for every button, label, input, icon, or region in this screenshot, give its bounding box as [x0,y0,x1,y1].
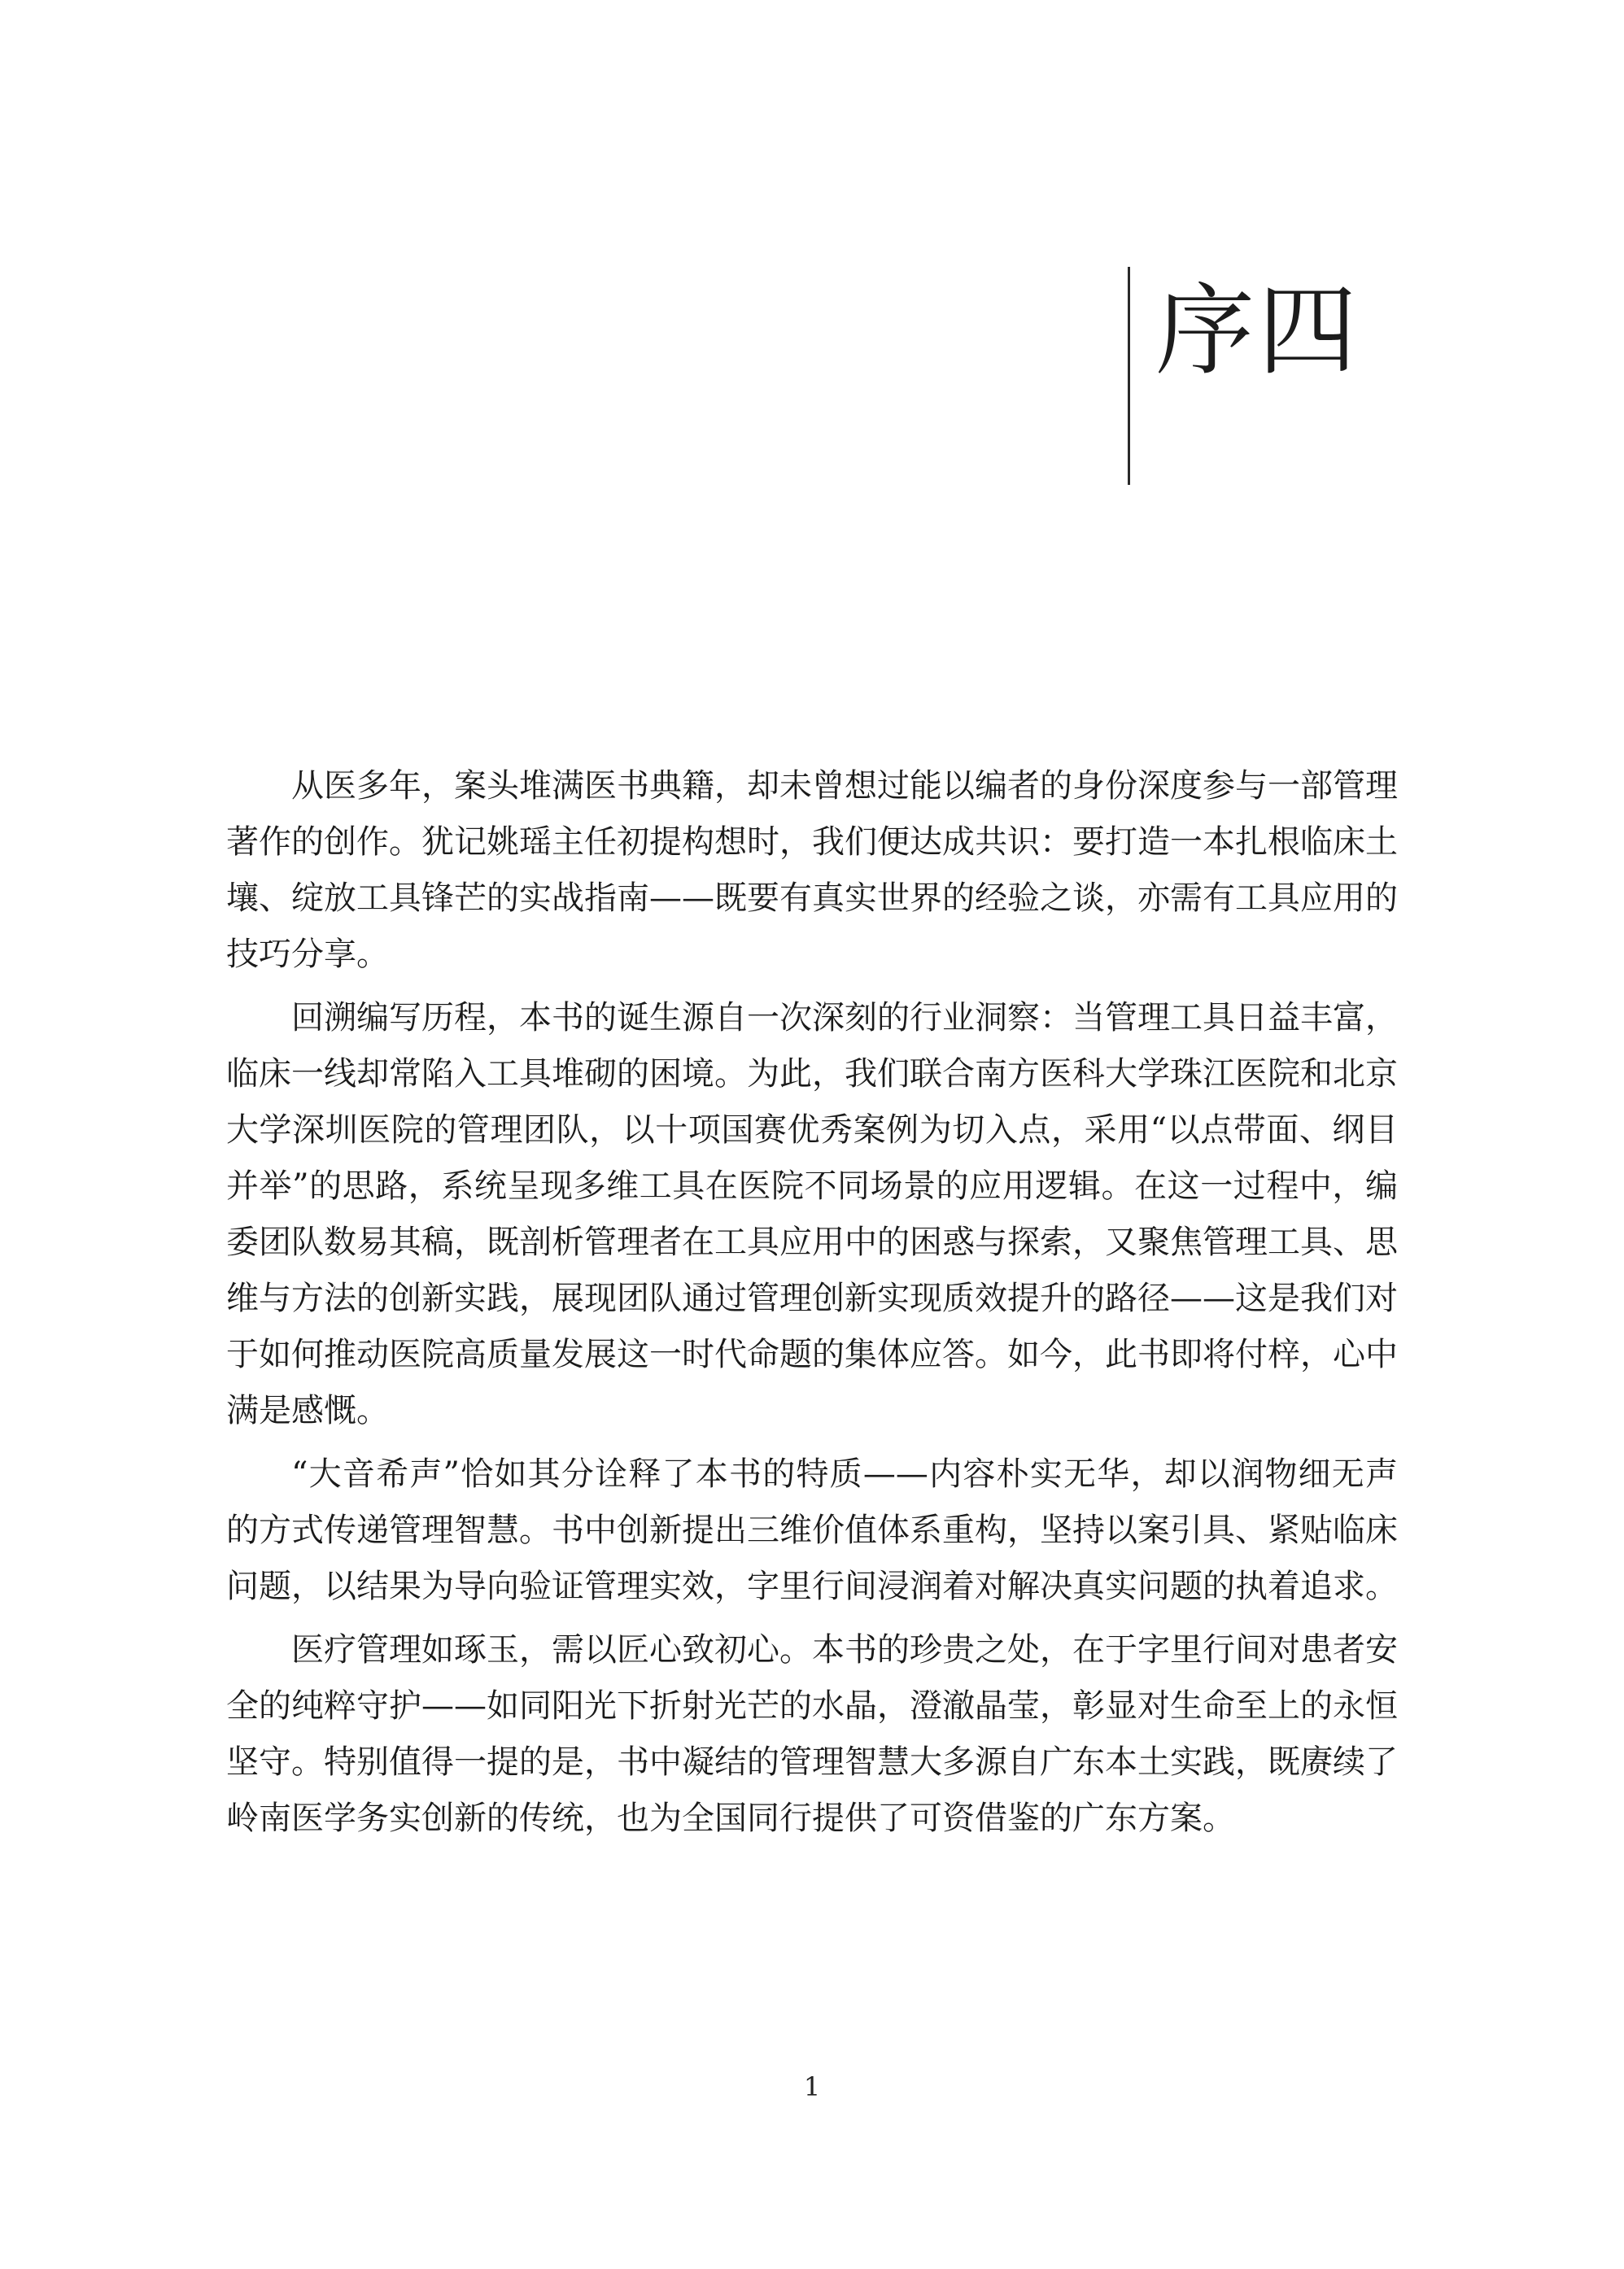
paragraph-4: 医疗管理如琢玉，需以匠心致初心。本书的珍贵之处，在于字里行间对患者安全的纯粹守护——如同阳光下折射光芒的水晶，澄澈晶莹，彰显对生命至上的永恒坚守。特别值得一提的是，书中凝结的管理智慧大多源自广东本土实践，既赓续了岭南医学务实创新的传统，也为全国同行提供了可资借鉴的广东方案。 [226,1631,1398,1837]
page-number: 1 [803,2071,821,2102]
paragraph-2: 回溯编写历程，本书的诞生源自一次深刻的行业洞察：当管理工具日益丰富，临床一线却常陷入工具堆砌的困境。为此，我们联合南方医科大学珠江医院和北京大学深圳医院的管理团队，以十项国赛优秀案例为切入点，采用“以点带面、纲目并举”的思路，系统呈现多维工具在医院不同场景的应用逻辑。在这一过程中，编委团队数易其稿，既剖析管理者在工具应用中的困惑与探索，又聚焦管理工具、思维与方法的创新实践，展现团队通过管理创新实现质效提升的路径——这是我们对于如何推动医院高质量发展这一时代命题的集体应答。如今，此书即将付梓，心中满是感慨。 [226,999,1398,1429]
paragraph-3: “大音希声”恰如其分诠释了本书的特质——内容朴实无华，却以润物细无声的方式传递管理智慧。书中创新提出三维价值体系重构，坚持以案引具、紧贴临床问题，以结果为导向验证管理实效，字里行间浸润着对解决真实问题的执着追求。 [226,1455,1398,1605]
body-text [226,758,1398,1854]
title-divider-line [1128,267,1130,485]
chapter-title: 序四 [1155,273,1360,389]
paragraph-1: 从医多年，案头堆满医书典籍，却未曾想过能以编者的身份深度参与一部管理著作的创作。犹记姚瑶主任初提构想时，我们便达成共识：要打造一本扎根临床土壤、绽放工具锋芒的实战指南——既要有真实世界的经验之谈，亦需有工具应用的技巧分享。 [226,767,1398,973]
